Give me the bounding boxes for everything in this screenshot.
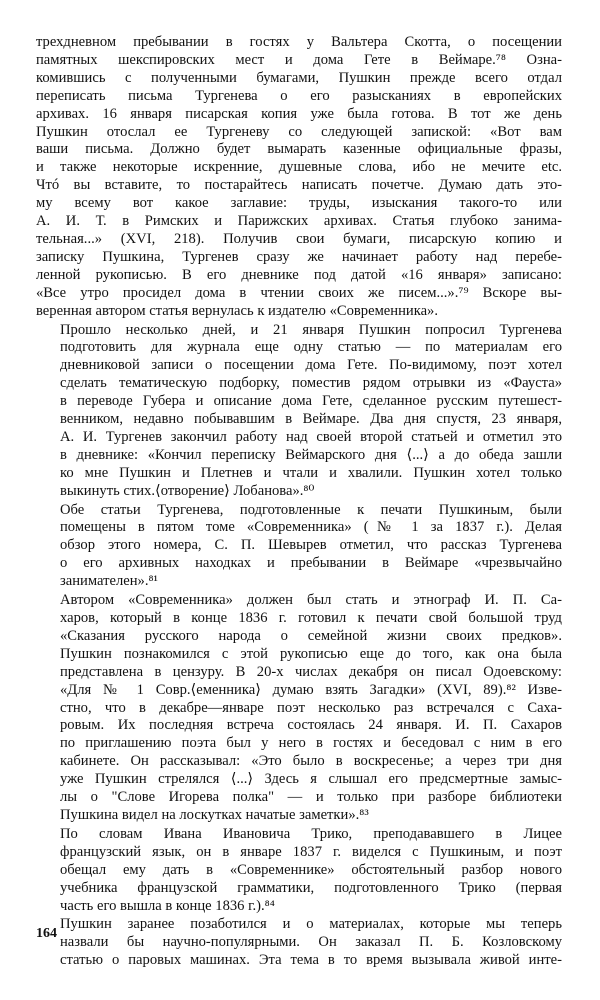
text-line: в дневнике: «Кончил переписку Веймарского дня ⟨...⟩ а до обеда зашли <box>60 446 562 463</box>
text-line: «Для № 1 Совр.⟨еменника⟩ думаю взять Загадки» (XVI, 89).⁸² Изве- <box>60 681 562 698</box>
text-line: по приглашению поэта был у него в гостях и беседовал с ним в его <box>60 735 562 752</box>
paragraph <box>36 826 562 916</box>
text-line: французский язык, он в январе 1837 г. виделся с Пушкиным, и поэт <box>60 843 562 860</box>
text-line: Пушкина видел на лоскутках начатые заметки».⁸³ <box>60 806 369 823</box>
text-line: ровым. Их последняя встреча состоялась 24 января. И. П. Сахаров <box>60 717 562 734</box>
text-line: статью о паровых машинах. Эта тема в то время вызывала живой инте- <box>60 952 562 969</box>
paragraph <box>36 916 562 970</box>
text-line: А. И. Т. в Римских и Парижских архивах. Статья глубоко занима- <box>36 213 562 230</box>
text-line: ко мне Пушкин и Плетнев и чтали и хвалили. Пушкин хотел только <box>60 464 562 481</box>
text-line: Прошло несколько дней, и 21 января Пушкин попросил Тургенева <box>60 321 562 338</box>
text-line: комившись с полученными бумагами, Пушкин прежде всего отдал <box>36 69 562 86</box>
text-line: помещены в пятом томе «Современника» (№ 1 за 1837 г.). Делая <box>60 519 562 536</box>
text-line: По словам Ивана Ивановича Трико, преподававшего в Лицее <box>60 825 562 842</box>
text-line: записку Пушкина, Тургенев сразу же начинает работу над перебе- <box>36 248 562 265</box>
text-line: «Сказания русского народа о семейной жизни своих предков». <box>60 627 562 644</box>
text-line: сделать тематическую подборку, поместив рядом отрывки из «Фауста» <box>60 375 562 392</box>
text-line: учебника французской грамматики, подготовленного Трико (первая <box>60 879 562 896</box>
text-line: му всему вот какое заглавие: труды, изыскания такого-то или <box>36 195 562 212</box>
paragraph <box>36 592 562 825</box>
text-line: представлена в цензуру. В 20-х числах декабря он писал Одоевскому: <box>60 663 562 680</box>
text-line: венником, недавно побывавшим в Веймаре. Два дня спустя, 23 января, <box>60 411 562 428</box>
text-line: «Все утро просидел дома в чтении своих же писем...».⁷⁹ Вскоре вы- <box>36 284 562 301</box>
text-line: занимателен».⁸¹ <box>60 573 158 590</box>
paragraph <box>36 34 562 321</box>
text-line: о его архивных находках и пребывании в Веймаре «чрезвычайно <box>60 555 562 572</box>
text-line: в переводе Губера и описание дома Гете, сделанное русским путешест- <box>60 393 562 410</box>
text-line: уже Пушкин стрелялся ⟨...⟩ Здесь я слышал его предсмертные замыс- <box>60 771 562 788</box>
text-line: ленной рукописью. В его дневнике под датой «16 января» записано: <box>36 266 562 283</box>
text-line: назвали бы научно-популярными. Он заказал П. Б. Козловскому <box>60 934 562 951</box>
text-line: часть его вышла в конце 1836 г.).⁸⁴ <box>60 897 275 914</box>
paragraph <box>36 502 562 592</box>
text-line: кабинете. Он рассказывал: «Это было в воскресенье; а через три дня <box>60 753 562 770</box>
text-line: трехдневном пребывании в гостях у Вальтера Скотта, о посещении <box>36 34 562 50</box>
text-line: архивах. 16 января писарская копия уже была готова. В тот же день <box>36 105 562 122</box>
text-line: Чтó вы вставите, то постарайтесь написать почетче. Думаю дать это- <box>36 177 562 194</box>
text-line: Пушкин отослал ее Тургеневу со следующей запиской: «Вот вам <box>36 123 562 140</box>
text-line: обзор этого номера, С. П. Шевырев отметил, что рассказ Тургенева <box>60 537 562 554</box>
text-line: подготовить для журнала еще одну статью — по материалам его <box>60 339 562 356</box>
page-number: 164 <box>36 926 57 941</box>
text-line: ваши письма. Должно будет вымарать казенные официальные фразы, <box>36 141 562 158</box>
text-line: Пушкин познакомился с этой рукописью еще до того, как она была <box>60 645 562 662</box>
text-line: веренная автором статья вернулась к издателю «Современника». <box>36 302 439 319</box>
text-line: Пушкин заранее позаботился и о материалах, которые мы теперь <box>60 916 562 933</box>
body-text <box>36 34 562 970</box>
text-line: переписать письма Тургенева о его разысканиях в европейских <box>36 87 562 104</box>
text-line: выкинуть стих.⟨отворение⟩ Лобанова».⁸⁰ <box>60 482 315 499</box>
text-line: памятных шекспировских мест и дома Гете в Веймаре.⁷⁸ Озна- <box>36 51 562 68</box>
text-line: Обе статьи Тургенева, подготовленные к печати Пушкиным, были <box>60 501 562 518</box>
text-line: и также некоторые искренние, душевные слова, ибо не мечите etc. <box>36 159 562 176</box>
paragraph <box>36 322 562 501</box>
text-line: тельная...» (XVI, 218). Получив свои бумаги, писарскую копию и <box>36 230 562 247</box>
text-line: обещал ему дать в «Современнике» обстоятельный разбор нового <box>60 861 562 878</box>
text-line: А. И. Тургенев закончил работу над своей второй статьей и отметил это <box>60 428 562 445</box>
text-line: дневниковой записи о посещении дома Гете. По-видимому, поэт хотел <box>60 357 562 374</box>
text-line: Автором «Современника» должен был стать и этнограф И. П. Са- <box>60 592 562 609</box>
text-line: лы о "Слове Игорева полка" — и только при разборе библиотеки <box>60 789 562 806</box>
text-line: харов, который в конце 1836 г. готовил к печати свой большой труд <box>60 610 562 626</box>
text-line: стно, что в декабре—январе поэт несколько раз встречался с Саха- <box>60 699 562 716</box>
